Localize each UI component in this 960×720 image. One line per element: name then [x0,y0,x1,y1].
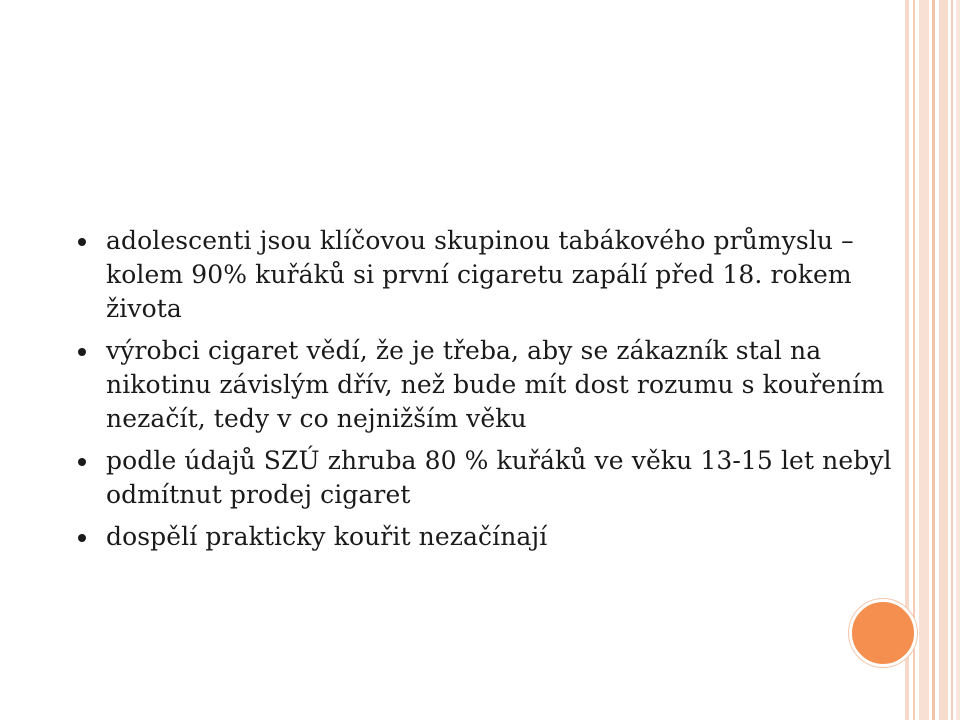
bullet-dot-icon [78,534,86,542]
decorative-orange-circle [849,599,917,667]
bullet-dot-icon [78,458,86,466]
bullet-dot-icon [78,348,86,356]
bullet-list [74,224,894,554]
stripe [951,0,953,720]
stripe [939,0,948,720]
bullet-text: podle údajů SZÚ zhruba 80 % kuřáků ve věku 13-15 let nebyl odmítnut prodej cigaret [106,446,892,509]
bullet-item [74,334,894,436]
bullet-text: adolescenti jsou klíčovou skupinou tabákového průmyslu – kolem 90% kuřáků si první cigaretu zapálí před 18. rokem života [106,226,854,323]
decorative-stripes [905,0,960,720]
bullet-text: dospělí prakticky kouřit nezačínají [106,522,548,551]
bullet-text: výrobci cigaret vědí, že je třeba, aby se zákazník stal na nikotinu závislým dřív, než bude mít dost rozumu s kouřením nezačít, tedy v co nejnižším věku [106,336,885,433]
stripe [956,0,960,720]
bullet-item [74,444,894,512]
bullet-item [74,224,894,326]
bullet-dot-icon [78,238,86,246]
bullet-item [74,520,894,554]
stripe [913,0,915,720]
stripe [919,0,929,720]
slide-content [74,224,894,562]
stripe [932,0,935,720]
